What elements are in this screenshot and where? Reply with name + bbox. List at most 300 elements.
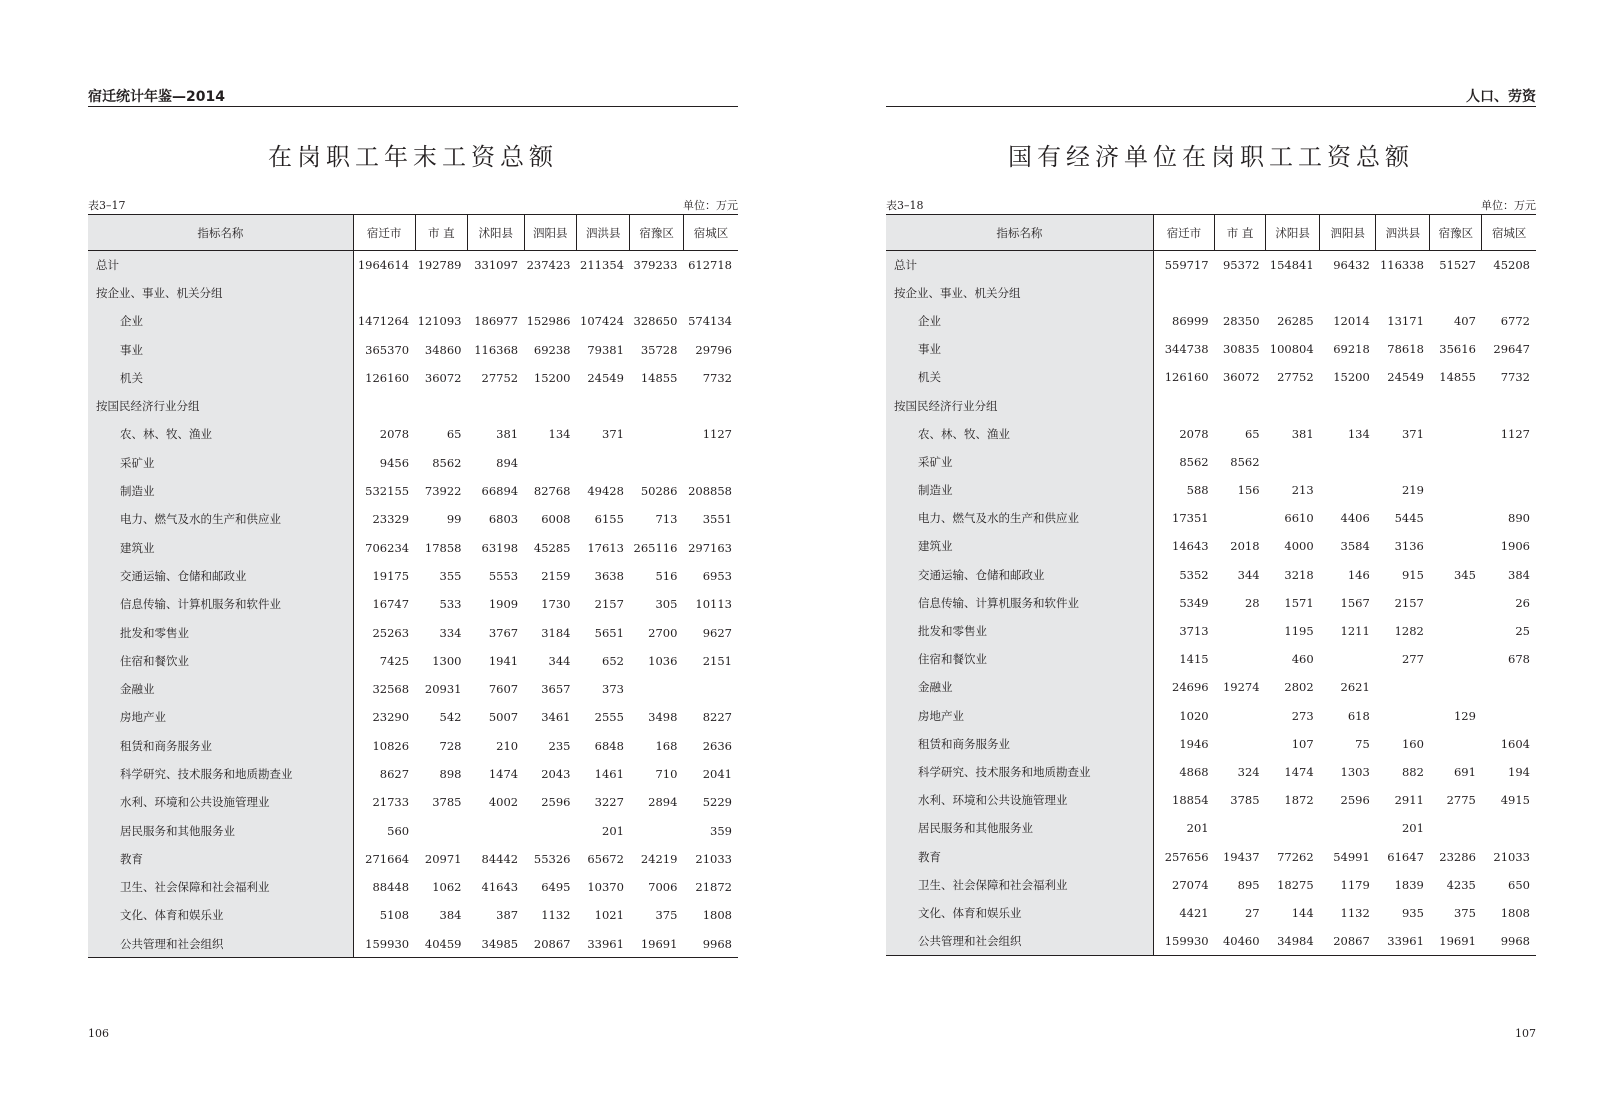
value-cell: 7006 — [648, 880, 678, 895]
value-cell — [683, 675, 738, 703]
table-row — [88, 845, 738, 873]
row-label: 企业 — [88, 307, 353, 335]
table-row — [886, 899, 1536, 927]
value-cell: 2621 — [1340, 680, 1370, 695]
value-cell: 19175 — [372, 568, 410, 583]
value-cell: 1474 — [1284, 764, 1314, 779]
value-cell — [630, 392, 683, 420]
value-cell: 1021 — [594, 908, 624, 923]
row-label: 房地产业 — [88, 703, 353, 731]
value-cell: 21733 — [372, 795, 410, 810]
value-cell: 219 — [1401, 483, 1424, 498]
table-row — [886, 363, 1536, 391]
value-cell: 126160 — [365, 370, 410, 385]
value-cell: 277 — [1401, 652, 1424, 667]
table-row — [88, 788, 738, 816]
value-cell — [1266, 448, 1320, 476]
row-label: 电力、燃气及水的生产和供应业 — [88, 505, 353, 533]
value-cell: 384 — [439, 908, 462, 923]
value-cell: 4000 — [1284, 539, 1314, 554]
value-cell: 1195 — [1284, 624, 1314, 639]
table-row — [886, 589, 1536, 617]
column-header: 泗阳县 — [1320, 215, 1376, 251]
value-cell: 560 — [387, 823, 410, 838]
value-cell: 210 — [496, 738, 519, 753]
value-cell — [1153, 391, 1214, 419]
value-cell: 4421 — [1179, 905, 1209, 920]
value-cell: 728 — [439, 738, 462, 753]
value-cell: 1471264 — [357, 314, 410, 329]
value-cell: 2157 — [1394, 595, 1424, 610]
value-cell: 30835 — [1222, 342, 1260, 357]
value-cell: 2018 — [1230, 539, 1260, 554]
value-cell: 882 — [1401, 764, 1424, 779]
column-header: 宿豫区 — [630, 215, 683, 251]
value-cell: 5229 — [702, 795, 732, 810]
value-cell — [630, 449, 683, 477]
value-cell: 88448 — [372, 880, 410, 895]
row-label: 电力、燃气及水的生产和供应业 — [886, 504, 1153, 532]
table-row — [886, 335, 1536, 363]
value-cell: 1179 — [1340, 877, 1370, 892]
value-cell: 5445 — [1394, 511, 1424, 526]
value-cell: 5349 — [1179, 595, 1209, 610]
value-cell: 51527 — [1439, 257, 1476, 272]
value-cell: 35616 — [1439, 342, 1476, 357]
row-label: 建筑业 — [886, 532, 1153, 560]
value-cell: 99 — [446, 512, 462, 527]
value-cell — [524, 449, 576, 477]
value-cell: 186977 — [474, 314, 519, 329]
value-cell: 6953 — [702, 568, 732, 583]
table-row — [886, 645, 1536, 673]
value-cell: 574134 — [688, 314, 732, 329]
row-label: 总计 — [88, 251, 353, 279]
row-label: 金融业 — [886, 673, 1153, 701]
value-cell: 2157 — [594, 597, 624, 612]
value-cell: 365370 — [365, 342, 410, 357]
value-cell: 6610 — [1284, 511, 1314, 526]
value-cell: 373 — [602, 682, 624, 697]
value-cell: 1127 — [702, 427, 732, 442]
value-cell: 359 — [710, 823, 732, 838]
row-label: 科学研究、技术服务和地质勘查业 — [886, 758, 1153, 786]
value-cell: 559717 — [1164, 257, 1209, 272]
value-cell: 7732 — [702, 370, 732, 385]
row-label: 水利、环境和公共设施管理业 — [886, 786, 1153, 814]
value-cell: 17613 — [587, 540, 624, 555]
value-cell: 25 — [1515, 624, 1530, 639]
value-cell — [577, 392, 630, 420]
value-cell: 460 — [1291, 652, 1314, 667]
table-row — [88, 590, 738, 618]
value-cell: 257656 — [1164, 849, 1209, 864]
value-cell — [1430, 420, 1482, 448]
value-cell: 3785 — [432, 795, 462, 810]
value-cell: 9627 — [702, 625, 732, 640]
running-header: 宿迁统计年鉴—2014 — [88, 89, 225, 105]
wage-table — [88, 214, 738, 958]
value-cell: 1964614 — [357, 257, 410, 272]
value-cell: 19691 — [640, 936, 678, 951]
value-cell — [1430, 448, 1482, 476]
value-cell: 890 — [1508, 511, 1530, 526]
row-label: 水利、环境和公共设施管理业 — [88, 788, 353, 816]
table-row — [88, 307, 738, 335]
table-row — [886, 871, 1536, 899]
table-row — [88, 420, 738, 448]
value-cell: 40460 — [1222, 933, 1260, 948]
value-cell: 100804 — [1269, 342, 1314, 357]
value-cell: 691 — [1453, 764, 1476, 779]
row-label: 农、林、牧、渔业 — [88, 420, 353, 448]
value-cell: 27752 — [1277, 370, 1314, 385]
value-cell: 1808 — [702, 908, 732, 923]
table-row — [88, 477, 738, 505]
column-header: 沭阳县 — [467, 215, 524, 251]
value-cell — [1482, 448, 1536, 476]
value-cell: 34985 — [481, 936, 519, 951]
value-cell — [1430, 589, 1482, 617]
value-cell — [1376, 391, 1430, 419]
value-cell: 26 — [1515, 595, 1530, 610]
row-label: 农、林、牧、渔业 — [886, 420, 1153, 448]
value-cell — [1430, 730, 1482, 758]
table-row — [886, 279, 1536, 307]
value-cell — [1430, 279, 1482, 307]
value-cell: 713 — [655, 512, 678, 527]
value-cell: 1567 — [1340, 595, 1370, 610]
row-label: 文化、体育和娱乐业 — [88, 901, 353, 929]
value-cell: 2596 — [1340, 793, 1370, 808]
value-cell — [1430, 617, 1482, 645]
value-cell: 75 — [1355, 736, 1370, 751]
table-meta — [88, 197, 738, 212]
value-cell: 107424 — [580, 314, 624, 329]
value-cell: 35728 — [640, 342, 678, 357]
right-page — [886, 0, 1536, 1099]
value-cell: 344 — [548, 653, 571, 668]
page-number: 106 — [88, 1027, 109, 1040]
value-cell — [1376, 279, 1430, 307]
table-row — [88, 732, 738, 760]
value-cell: 344738 — [1164, 342, 1209, 357]
table-row — [88, 533, 738, 561]
table-row — [886, 927, 1536, 955]
value-cell: 16747 — [372, 597, 410, 612]
value-cell — [683, 279, 738, 307]
value-cell — [467, 279, 524, 307]
value-cell: 706234 — [365, 540, 410, 555]
value-cell: 3136 — [1394, 539, 1424, 554]
value-cell: 1303 — [1340, 764, 1370, 779]
column-header: 沭阳县 — [1266, 215, 1320, 251]
indicator-header: 指标名称 — [88, 215, 353, 251]
value-cell: 29796 — [695, 342, 732, 357]
value-cell: 159930 — [1164, 933, 1209, 948]
value-cell: 355 — [439, 568, 462, 583]
value-cell — [1320, 391, 1376, 419]
value-cell: 334 — [439, 625, 462, 640]
value-cell — [415, 279, 467, 307]
value-cell: 21033 — [1493, 849, 1530, 864]
value-cell: 379233 — [633, 257, 678, 272]
page-number: 107 — [1515, 1027, 1536, 1040]
header-rule — [88, 106, 738, 107]
value-cell: 8562 — [1179, 454, 1209, 469]
table-meta — [886, 197, 1536, 212]
value-cell: 65 — [446, 427, 462, 442]
value-cell: 1909 — [488, 597, 519, 612]
value-cell: 3713 — [1179, 624, 1209, 639]
value-cell: 192789 — [417, 257, 462, 272]
value-cell: 898 — [439, 766, 462, 781]
value-cell: 5553 — [488, 568, 519, 583]
value-cell — [1266, 279, 1320, 307]
column-header: 泗洪县 — [577, 215, 630, 251]
row-label: 制造业 — [886, 476, 1153, 504]
value-cell: 2700 — [648, 625, 678, 640]
row-label: 机关 — [886, 363, 1153, 391]
row-label: 文化、体育和娱乐业 — [886, 899, 1153, 927]
value-cell: 13171 — [1387, 313, 1424, 328]
value-cell: 21872 — [695, 880, 732, 895]
value-cell: 516 — [655, 568, 678, 583]
row-label: 按国民经济行业分组 — [886, 391, 1153, 419]
header-rule — [886, 106, 1536, 107]
value-cell: 2596 — [541, 795, 571, 810]
value-cell: 1571 — [1284, 595, 1314, 610]
value-cell: 27752 — [481, 370, 519, 385]
value-cell: 69238 — [533, 342, 571, 357]
value-cell — [1430, 532, 1482, 560]
value-cell: 41643 — [481, 880, 519, 895]
value-cell: 305 — [655, 597, 678, 612]
value-cell: 95372 — [1222, 257, 1260, 272]
value-cell — [1153, 279, 1214, 307]
value-cell — [577, 449, 630, 477]
value-cell: 25263 — [372, 625, 410, 640]
value-cell: 3184 — [541, 625, 571, 640]
value-cell: 23290 — [372, 710, 410, 725]
value-cell: 26285 — [1277, 313, 1314, 328]
value-cell: 3638 — [594, 568, 624, 583]
value-cell — [1320, 279, 1376, 307]
value-cell: 2555 — [594, 710, 624, 725]
value-cell: 211354 — [580, 257, 624, 272]
value-cell: 2911 — [1394, 793, 1424, 808]
row-label: 按企业、事业、机关分组 — [88, 279, 353, 307]
value-cell: 69218 — [1333, 342, 1370, 357]
value-cell: 1020 — [1179, 708, 1209, 723]
value-cell — [1215, 617, 1266, 645]
row-label: 教育 — [88, 845, 353, 873]
column-header: 宿迁市 — [1153, 215, 1214, 251]
value-cell: 45208 — [1493, 257, 1530, 272]
left-page — [88, 0, 738, 1099]
value-cell — [1320, 645, 1376, 673]
value-cell — [1215, 730, 1266, 758]
table-header-row — [88, 215, 738, 251]
table-row — [886, 617, 1536, 645]
value-cell: 328650 — [633, 314, 678, 329]
column-header: 市 直 — [1215, 215, 1266, 251]
value-cell: 4868 — [1179, 764, 1209, 779]
table-number: 表3–17 — [88, 199, 126, 212]
value-cell: 895 — [1237, 877, 1260, 892]
row-label: 事业 — [88, 335, 353, 363]
value-cell: 40459 — [424, 936, 462, 951]
table-row — [88, 279, 738, 307]
row-label: 批发和零售业 — [88, 618, 353, 646]
table-row — [88, 873, 738, 901]
column-header: 宿迁市 — [353, 215, 415, 251]
value-cell: 160 — [1401, 736, 1424, 751]
value-cell: 23329 — [372, 512, 410, 527]
table-row — [886, 730, 1536, 758]
table-row — [886, 391, 1536, 419]
row-label: 批发和零售业 — [886, 617, 1153, 645]
value-cell: 3461 — [541, 710, 571, 725]
table-title: 在岗职工年末工资总额 — [268, 143, 558, 171]
value-cell: 9968 — [702, 936, 732, 951]
value-cell: 17858 — [424, 540, 462, 555]
value-cell: 8562 — [1230, 454, 1260, 469]
value-cell: 2041 — [702, 766, 732, 781]
value-cell — [1430, 391, 1482, 419]
value-cell — [630, 675, 683, 703]
value-cell: 1132 — [541, 908, 571, 923]
table-row — [88, 647, 738, 675]
value-cell: 9456 — [379, 455, 410, 470]
table-header-row — [886, 215, 1536, 251]
value-cell: 154841 — [1269, 257, 1314, 272]
table-row — [88, 930, 738, 958]
value-cell: 2775 — [1446, 793, 1476, 808]
value-cell: 159930 — [365, 936, 410, 951]
value-cell: 201 — [1401, 821, 1424, 836]
value-cell — [1215, 645, 1266, 673]
value-cell: 384 — [1508, 567, 1530, 582]
value-cell: 1604 — [1500, 736, 1530, 751]
value-cell: 27 — [1244, 905, 1260, 920]
value-cell — [1430, 504, 1482, 532]
value-cell: 77262 — [1277, 849, 1314, 864]
row-label: 教育 — [886, 842, 1153, 870]
value-cell: 66894 — [481, 484, 519, 499]
value-cell: 134 — [1347, 426, 1370, 441]
value-cell: 168 — [655, 738, 678, 753]
value-cell: 324 — [1237, 764, 1260, 779]
value-cell: 1906 — [1500, 539, 1530, 554]
value-cell: 3767 — [488, 625, 519, 640]
value-cell — [630, 816, 683, 844]
value-cell: 237423 — [526, 257, 571, 272]
value-cell: 21033 — [695, 851, 732, 866]
row-label: 科学研究、技术服务和地质勘查业 — [88, 760, 353, 788]
value-cell: 7732 — [1500, 370, 1530, 385]
value-cell: 2078 — [1179, 426, 1209, 441]
value-cell: 55326 — [533, 851, 571, 866]
value-cell: 24549 — [1387, 370, 1424, 385]
table-row — [88, 760, 738, 788]
value-cell: 24696 — [1172, 680, 1209, 695]
value-cell: 7425 — [379, 653, 410, 668]
row-label: 机关 — [88, 364, 353, 392]
value-cell — [1482, 391, 1536, 419]
value-cell: 1730 — [541, 597, 571, 612]
value-cell: 54991 — [1333, 849, 1370, 864]
value-cell: 14643 — [1172, 539, 1209, 554]
value-cell: 265116 — [633, 540, 678, 555]
value-cell: 381 — [1291, 426, 1314, 441]
table-row — [886, 561, 1536, 589]
value-cell: 2078 — [379, 427, 410, 442]
value-cell: 8627 — [379, 766, 410, 781]
value-cell: 894 — [496, 455, 519, 470]
row-label: 制造业 — [88, 477, 353, 505]
value-cell — [415, 392, 467, 420]
value-cell — [630, 279, 683, 307]
value-cell: 915 — [1401, 567, 1424, 582]
value-cell: 935 — [1401, 905, 1424, 920]
value-cell: 33961 — [587, 936, 624, 951]
value-cell: 18854 — [1172, 793, 1209, 808]
value-cell: 10370 — [587, 880, 624, 895]
value-cell: 2636 — [702, 738, 732, 753]
value-cell: 144 — [1291, 905, 1314, 920]
value-cell: 3227 — [594, 795, 624, 810]
value-cell: 2802 — [1284, 680, 1314, 695]
value-cell — [1320, 814, 1376, 842]
value-cell: 63198 — [481, 540, 519, 555]
value-cell: 9968 — [1500, 933, 1530, 948]
value-cell: 371 — [1401, 426, 1424, 441]
value-cell: 4002 — [488, 795, 519, 810]
table-row — [886, 307, 1536, 335]
value-cell — [1430, 814, 1482, 842]
value-cell — [1266, 391, 1320, 419]
value-cell — [1376, 448, 1430, 476]
value-cell: 45285 — [533, 540, 571, 555]
value-cell: 49428 — [587, 484, 624, 499]
table-row — [88, 901, 738, 929]
row-label: 事业 — [886, 335, 1153, 363]
value-cell: 146 — [1347, 567, 1370, 582]
value-cell: 34984 — [1277, 933, 1314, 948]
value-cell: 8227 — [702, 710, 732, 725]
value-cell: 10113 — [695, 597, 732, 612]
table-row — [886, 673, 1536, 701]
value-cell: 3498 — [648, 710, 678, 725]
value-cell: 15200 — [533, 370, 571, 385]
table-row — [886, 786, 1536, 814]
value-cell: 1941 — [488, 653, 519, 668]
value-cell: 1036 — [648, 653, 678, 668]
value-cell: 1839 — [1394, 877, 1424, 892]
value-cell: 34860 — [424, 342, 462, 357]
value-cell: 152986 — [526, 314, 571, 329]
value-cell: 14855 — [640, 370, 678, 385]
row-label: 信息传输、计算机服务和软件业 — [88, 590, 353, 618]
value-cell: 10826 — [372, 738, 410, 753]
value-cell — [1430, 645, 1482, 673]
value-cell: 18275 — [1277, 877, 1314, 892]
value-cell — [1215, 279, 1266, 307]
row-label: 卫生、社会保障和社会福利业 — [886, 871, 1153, 899]
value-cell — [1482, 673, 1536, 701]
value-cell: 201 — [1186, 821, 1209, 836]
